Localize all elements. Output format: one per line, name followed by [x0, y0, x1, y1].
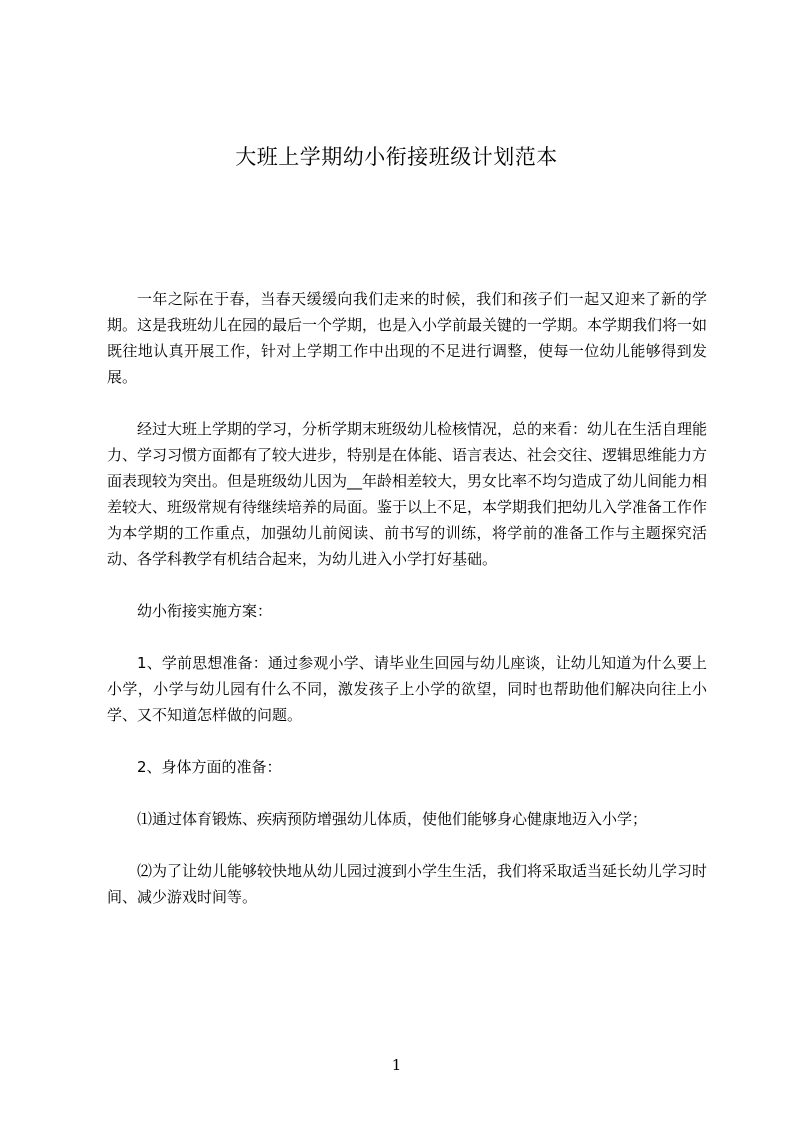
page-number: 1: [391, 1056, 402, 1074]
paragraph-subitem-2: ⑵为了让幼儿能够较快地从幼儿园过渡到小学生生活，我们将采取适当延长幼儿学习时间、减少游戏时间等。: [107, 862, 708, 906]
paragraph-analysis: 经过大班上学期的学习，分析学期末班级幼儿检核情况，总的来看：幼儿在生活自理能力、学习习惯方面都有了较大进步，特别是在体能、语言表达、社会交往、逻辑思维能力方面表现较为突出。但是班级幼儿因为__年龄相差较大，男女比率不均匀造成了幼儿间能力相差较大、班级常规有待继续培养的局面。鉴于以上不足，本学期我们把幼儿入学准备工作作为本学期的工作重点，加强幼儿前阅读、前书写的训练，将学前的准备工作与主题探究活动、各学科教学有机结合起来，为幼儿进入小学打好基础。: [107, 420, 708, 568]
paragraph-subitem-1: ⑴通过体育锻炼、疾病预防增强幼儿体质，使他们能够身心健康地迈入小学；: [137, 810, 648, 828]
paragraph-item-2: 2、身体方面的准备：: [137, 758, 282, 776]
document-title: 大班上学期幼小衔接班级计划范本: [235, 145, 558, 169]
document-body: [107, 286, 707, 936]
section-heading-plan: 幼小衔接实施方案：: [137, 602, 273, 620]
paragraph-item-1: 1、学前思想准备：通过参观小学、请毕业生回园与幼儿座谈，让幼儿知道为什么要上小学，小学与幼儿园有什么不同，激发孩子上小学的欲望，同时也帮助他们解决向往上小学、又不知道怎样做的问题。: [107, 654, 707, 724]
paragraph-intro: 一年之际在于春，当春天缓缓向我们走来的时候，我们和孩子们一起又迎来了新的学期。这是我班幼儿在园的最后一个学期，也是入小学前最关键的一学期。本学期我们将一如既往地认真开展工作，针对上学期工作中出现的不足进行调整，使每一位幼儿能够得到发展。: [107, 290, 708, 386]
